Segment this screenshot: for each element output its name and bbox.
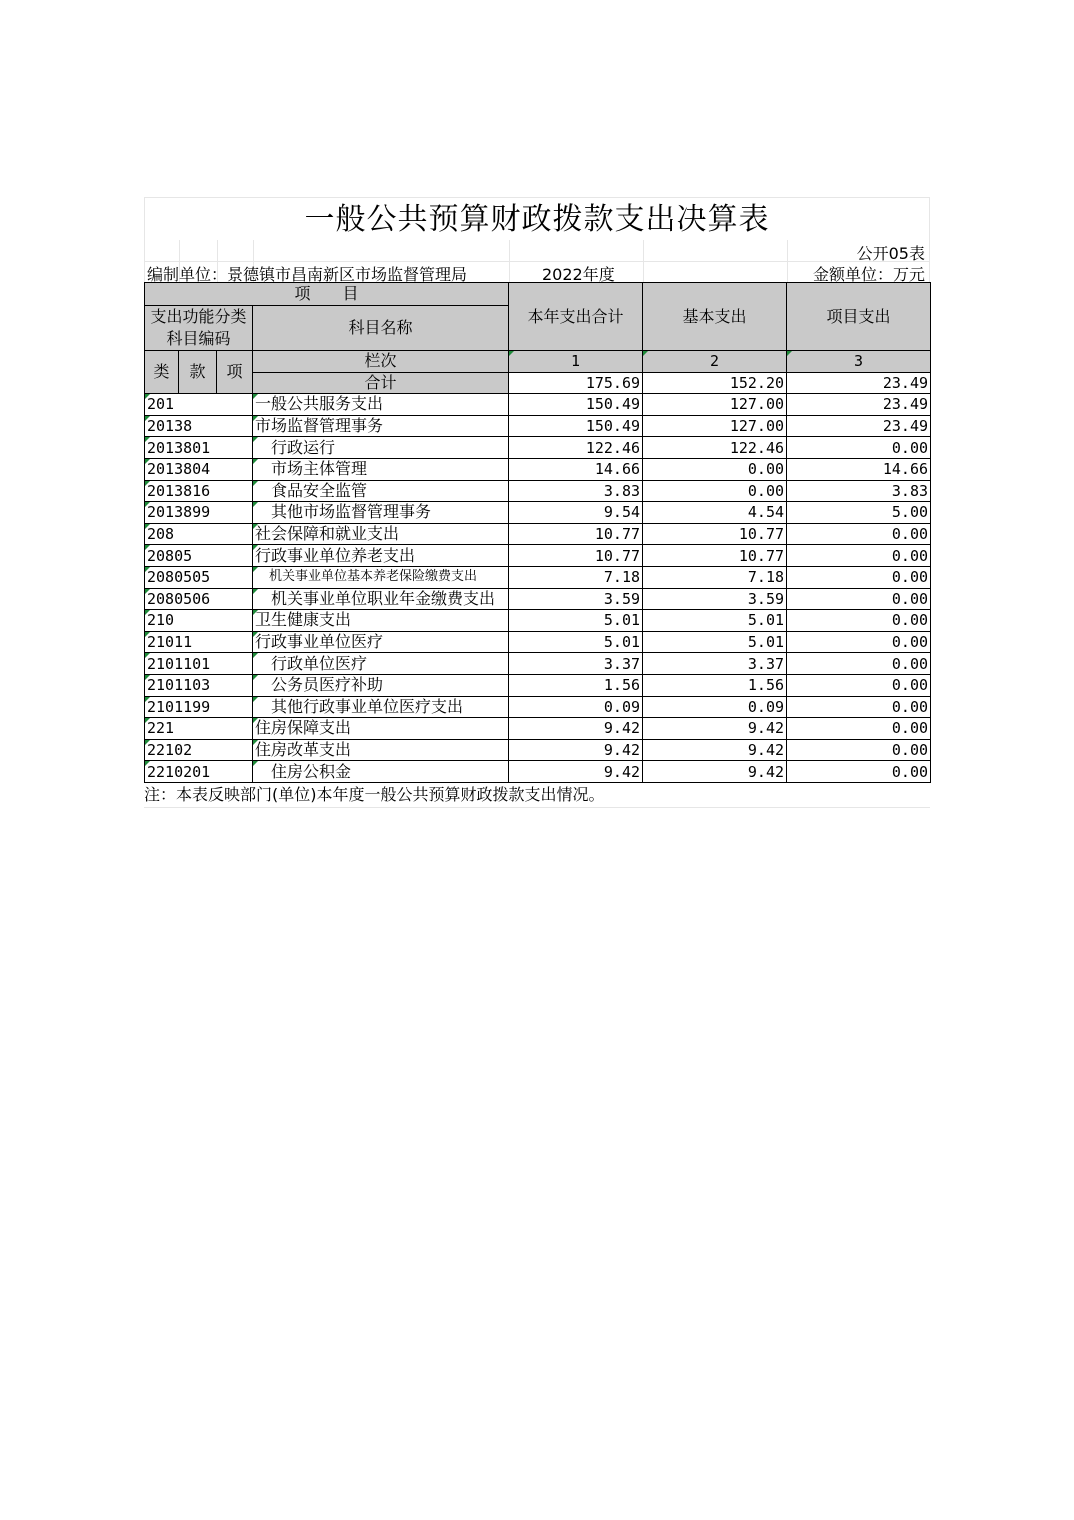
table-row xyxy=(145,545,931,567)
table-row xyxy=(145,761,931,783)
table-number: 公开05表 xyxy=(856,244,925,263)
cell-code: 2101103 xyxy=(145,674,253,696)
header-subject-name: 科目名称 xyxy=(253,306,509,351)
cell-basic: 1.56 xyxy=(643,674,787,696)
basic-sum: 152.20 xyxy=(643,372,787,394)
cell-name: 行政事业单位医疗 xyxy=(253,631,509,653)
cell-total: 5.01 xyxy=(509,610,643,632)
cell-name: 卫生健康支出 xyxy=(253,610,509,632)
spreadsheet-sheet xyxy=(144,197,930,808)
cell-code: 2080505 xyxy=(145,566,253,588)
cell-code: 221 xyxy=(145,718,253,740)
amount-unit: 金额单位：万元 xyxy=(812,265,925,284)
cell-project: 3.83 xyxy=(787,480,931,502)
cell-basic: 9.42 xyxy=(643,739,787,761)
cell-basic: 122.46 xyxy=(643,437,787,459)
cell-basic: 0.00 xyxy=(643,480,787,502)
cell-name: 市场主体管理 xyxy=(253,458,509,480)
cell-code: 2210201 xyxy=(145,761,253,783)
cell-name: 一般公共服务支出 xyxy=(253,394,509,416)
cell-basic: 9.42 xyxy=(643,718,787,740)
cell-basic: 9.42 xyxy=(643,761,787,783)
cell-basic: 127.00 xyxy=(643,394,787,416)
cell-total: 9.42 xyxy=(509,761,643,783)
cell-total: 3.83 xyxy=(509,480,643,502)
cell-code: 2101199 xyxy=(145,696,253,718)
cell-code: 20805 xyxy=(145,545,253,567)
table-note: 注：本表反映部门(单位)本年度一般公共预算财政拨款支出情况。 xyxy=(144,783,930,808)
cell-total: 9.42 xyxy=(509,739,643,761)
cell-total: 9.42 xyxy=(509,718,643,740)
cell-code: 2013816 xyxy=(145,480,253,502)
header-project: 项目支出 xyxy=(787,283,931,351)
cell-basic: 4.54 xyxy=(643,502,787,524)
cell-project: 0.00 xyxy=(787,610,931,632)
cell-name: 其他行政事业单位医疗支出 xyxy=(253,696,509,718)
cell-project: 0.00 xyxy=(787,631,931,653)
header-xiang: 项 xyxy=(217,351,253,394)
cell-basic: 10.77 xyxy=(643,523,787,545)
cell-basic: 7.18 xyxy=(643,566,787,588)
total-sum: 175.69 xyxy=(509,372,643,394)
cell-project: 0.00 xyxy=(787,761,931,783)
cell-project: 0.00 xyxy=(787,674,931,696)
cell-name: 社会保障和就业支出 xyxy=(253,523,509,545)
table-row xyxy=(145,631,931,653)
cell-total: 9.54 xyxy=(509,502,643,524)
cell-project: 0.00 xyxy=(787,566,931,588)
fiscal-year: 2022年度 xyxy=(542,265,615,284)
header-func-code xyxy=(145,306,253,351)
cell-project: 23.49 xyxy=(787,394,931,416)
table-info-header xyxy=(144,240,930,282)
cell-code: 21011 xyxy=(145,631,253,653)
table-row xyxy=(145,610,931,632)
cell-basic: 10.77 xyxy=(643,545,787,567)
table-title: 一般公共预算财政拨款支出决算表 xyxy=(144,197,930,240)
cell-project: 0.00 xyxy=(787,545,931,567)
table-row xyxy=(145,502,931,524)
cell-total: 1.56 xyxy=(509,674,643,696)
cell-basic: 3.59 xyxy=(643,588,787,610)
header-func-code-line2: 科目编码 xyxy=(166,329,231,348)
cell-name: 公务员医疗补助 xyxy=(253,674,509,696)
cell-total: 0.09 xyxy=(509,696,643,718)
table-row xyxy=(145,523,931,545)
cell-basic: 5.01 xyxy=(643,610,787,632)
cell-code: 20138 xyxy=(145,415,253,437)
cell-code: 2013899 xyxy=(145,502,253,524)
header-seq-2: 2 xyxy=(643,351,787,373)
table-row xyxy=(145,566,931,588)
cell-code: 208 xyxy=(145,523,253,545)
cell-total: 3.59 xyxy=(509,588,643,610)
table-row xyxy=(145,415,931,437)
table-row xyxy=(145,674,931,696)
cell-project: 5.00 xyxy=(787,502,931,524)
cell-name: 其他市场监督管理事务 xyxy=(253,502,509,524)
cell-code: 2013804 xyxy=(145,458,253,480)
header-item: 项 目 xyxy=(145,283,509,306)
header-func-code-line1: 支出功能分类 xyxy=(150,307,247,326)
cell-name: 住房改革支出 xyxy=(253,739,509,761)
table-row xyxy=(145,458,931,480)
cell-project: 0.00 xyxy=(787,523,931,545)
table-row xyxy=(145,718,931,740)
cell-total: 5.01 xyxy=(509,631,643,653)
cell-code: 2101101 xyxy=(145,653,253,675)
cell-code: 210 xyxy=(145,610,253,632)
cell-basic: 0.00 xyxy=(643,458,787,480)
cell-code: 22102 xyxy=(145,739,253,761)
table-row xyxy=(145,653,931,675)
cell-basic: 3.37 xyxy=(643,653,787,675)
header-total: 本年支出合计 xyxy=(509,283,643,351)
header-lanci: 栏次 xyxy=(253,351,509,373)
expenditure-table xyxy=(144,282,931,783)
cell-project: 0.00 xyxy=(787,739,931,761)
cell-total: 10.77 xyxy=(509,545,643,567)
cell-basic: 0.09 xyxy=(643,696,787,718)
cell-total: 3.37 xyxy=(509,653,643,675)
header-seq-1: 1 xyxy=(509,351,643,373)
header-lei: 类 xyxy=(145,351,179,394)
header-heji: 合计 xyxy=(253,372,509,394)
cell-total: 7.18 xyxy=(509,566,643,588)
project-sum: 23.49 xyxy=(787,372,931,394)
compiling-unit: 编制单位：景德镇市昌南新区市场监督管理局 xyxy=(147,265,468,284)
cell-project: 0.00 xyxy=(787,437,931,459)
header-kuan: 款 xyxy=(179,351,217,394)
table-row xyxy=(145,588,931,610)
cell-total: 150.49 xyxy=(509,415,643,437)
cell-name: 行政运行 xyxy=(253,437,509,459)
cell-name: 市场监督管理事务 xyxy=(253,415,509,437)
table-row xyxy=(145,394,931,416)
cell-name: 住房公积金 xyxy=(253,761,509,783)
cell-project: 14.66 xyxy=(787,458,931,480)
cell-name: 食品安全监管 xyxy=(253,480,509,502)
cell-code: 2013801 xyxy=(145,437,253,459)
cell-name: 住房保障支出 xyxy=(253,718,509,740)
cell-project: 23.49 xyxy=(787,415,931,437)
cell-project: 0.00 xyxy=(787,653,931,675)
cell-total: 122.46 xyxy=(509,437,643,459)
header-basic: 基本支出 xyxy=(643,283,787,351)
table-row xyxy=(145,437,931,459)
cell-total: 14.66 xyxy=(509,458,643,480)
table-row xyxy=(145,480,931,502)
cell-basic: 5.01 xyxy=(643,631,787,653)
cell-name: 机关事业单位职业年金缴费支出 xyxy=(253,588,509,610)
cell-name: 行政单位医疗 xyxy=(253,653,509,675)
cell-project: 0.00 xyxy=(787,696,931,718)
header-seq-3: 3 xyxy=(787,351,931,373)
cell-project: 0.00 xyxy=(787,718,931,740)
cell-project: 0.00 xyxy=(787,588,931,610)
cell-name: 行政事业单位养老支出 xyxy=(253,545,509,567)
cell-name: 机关事业单位基本养老保险缴费支出 xyxy=(253,566,509,588)
cell-basic: 127.00 xyxy=(643,415,787,437)
cell-code: 2080506 xyxy=(145,588,253,610)
cell-total: 10.77 xyxy=(509,523,643,545)
table-row xyxy=(145,696,931,718)
cell-total: 150.49 xyxy=(509,394,643,416)
cell-code: 201 xyxy=(145,394,253,416)
table-row xyxy=(145,739,931,761)
